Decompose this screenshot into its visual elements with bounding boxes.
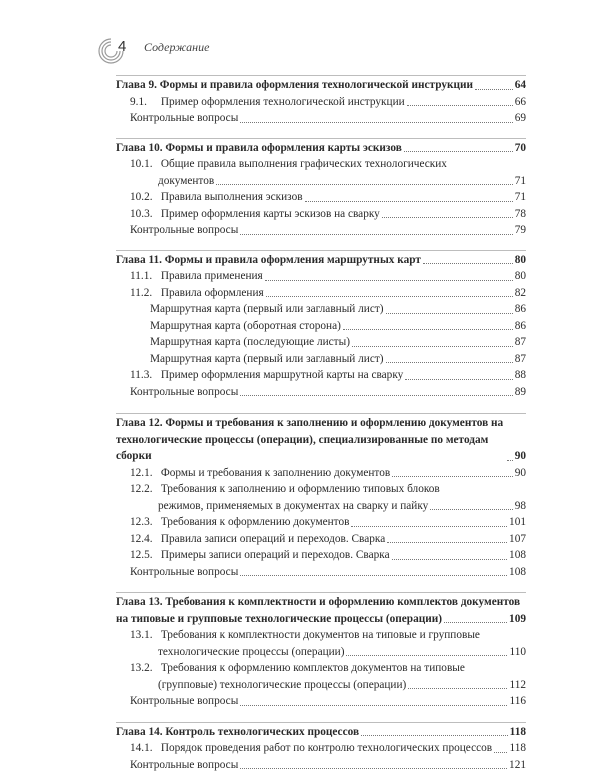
page-ref: 108 — [509, 547, 526, 564]
toc-chapter — [116, 75, 526, 127]
page-ref: 80 — [515, 252, 526, 269]
page-ref: 69 — [515, 110, 526, 127]
toc-item — [116, 547, 526, 564]
toc-subitem-text: Маршрутная карта (первый или заглавный лист) — [150, 351, 384, 368]
toc-subitem-text: Маршрутная карта (оборотная сторона) — [150, 318, 341, 335]
toc-item-text: 11.1. Правила применения — [130, 268, 263, 285]
page-ref: 101 — [509, 514, 526, 531]
toc-subitem-text: Контрольные вопросы — [130, 384, 238, 401]
dot-leader — [382, 217, 513, 218]
dot-leader — [475, 89, 513, 90]
item-number: 10.3. — [130, 206, 158, 223]
page-ref: 121 — [509, 757, 526, 773]
toc-chapter — [116, 722, 526, 773]
item-number: 11.2. — [130, 285, 158, 302]
chapter-title — [116, 415, 526, 432]
toc-subitem-text: Контрольные вопросы — [130, 564, 238, 581]
dot-leader — [343, 329, 513, 330]
page-ref: 118 — [509, 740, 526, 757]
toc-subitem — [116, 318, 526, 335]
item-number: 14.1. — [130, 740, 158, 757]
toc-chapter — [116, 413, 526, 580]
chapter-title-text: Глава 11. Формы и правила оформления маршрутных карт — [116, 252, 421, 269]
page-ref: 79 — [515, 222, 526, 239]
toc-item-text: 13.1. Требования к комплектности документов на типовые и групповые — [130, 627, 480, 644]
dot-leader — [386, 313, 513, 314]
dot-leader — [266, 296, 513, 297]
item-number: 12.4. — [130, 531, 158, 548]
chapter-title — [116, 140, 526, 157]
toc-subitem-text: Маршрутная карта (первый или заглавный лист) — [150, 301, 384, 318]
dot-leader — [346, 655, 507, 656]
page-ref: 70 — [515, 140, 526, 157]
item-number: 12.3. — [130, 514, 158, 531]
toc-subitem — [116, 564, 526, 581]
toc-item-text: 12.3. Требования к оформлению документов — [130, 514, 349, 531]
toc-item-text: 10.2. Правила выполнения эскизов — [130, 189, 303, 206]
dot-leader — [392, 476, 513, 477]
page-ref: 87 — [515, 334, 526, 351]
toc-item — [116, 367, 526, 384]
toc-item-text: 12.4. Правила записи операций и переходов. Сварка — [130, 531, 385, 548]
item-number: 10.2. — [130, 189, 158, 206]
chapter-title-text: Глава 12. Формы и требования к заполнению и оформлению документов на — [116, 415, 503, 432]
dot-leader — [351, 526, 507, 527]
toc-item-text: 11.3. Пример оформления маршрутной карты на сварку — [130, 367, 403, 384]
chapter-title — [116, 432, 526, 465]
dot-leader — [423, 263, 513, 264]
item-number: 10.1. — [130, 156, 158, 173]
page-ref: 90 — [515, 465, 526, 482]
page-ref: 112 — [509, 677, 526, 694]
toc-item — [116, 481, 526, 498]
toc-item — [116, 498, 526, 515]
dot-leader — [407, 105, 513, 106]
toc-subitem — [116, 334, 526, 351]
chapter-title — [116, 611, 526, 628]
toc-subitem — [116, 301, 526, 318]
item-number: 12.2. — [130, 481, 158, 498]
dot-leader — [240, 395, 512, 396]
page-ref: 78 — [515, 206, 526, 223]
toc-item-text: 10.1. Общие правила выполнения графических технологических — [130, 156, 447, 173]
toc-item-text: режимов, применяемых в документах на сварку и пайку — [130, 498, 428, 515]
dot-leader — [392, 559, 507, 560]
page-number: 4 — [118, 38, 126, 55]
item-number: 13.2. — [130, 660, 158, 677]
toc-item-text: 12.1. Формы и требования к заполнению документов — [130, 465, 390, 482]
page-ref: 66 — [515, 94, 526, 111]
toc-subitem-text: Контрольные вопросы — [130, 222, 238, 239]
toc-item-text: технологические процессы (операции) — [130, 644, 344, 661]
dot-leader — [265, 280, 513, 281]
toc-item-text: 13.2. Требования к оформлению комплектов документов на типовые — [130, 660, 465, 677]
toc-item-text: 14.1. Порядок проведения работ по контролю технологических процессов — [130, 740, 492, 757]
toc-item-text: 11.2. Правила оформления — [130, 285, 264, 302]
toc-subitem-text: Контрольные вопросы — [130, 110, 238, 127]
page-ref: 116 — [509, 693, 526, 710]
toc-item — [116, 156, 526, 173]
toc-item-text: 12.2. Требования к заполнению и оформлению типовых блоков — [130, 481, 440, 498]
toc-subitem — [116, 757, 526, 773]
toc-subitem — [116, 384, 526, 401]
dot-leader — [405, 379, 512, 380]
dot-leader — [430, 509, 512, 510]
toc-item — [116, 189, 526, 206]
item-number: 9.1. — [130, 94, 158, 111]
chapter-title-text: технологические процессы (операции), специализированные по методам сборки — [116, 432, 505, 465]
chapter-title — [116, 724, 526, 741]
toc-subitem — [116, 110, 526, 127]
item-number: 11.3. — [130, 367, 158, 384]
chapter-title — [116, 252, 526, 269]
page-ref: 98 — [515, 498, 526, 515]
section-title: Содержание — [144, 40, 209, 55]
item-number: 12.1. — [130, 465, 158, 482]
chapter-title-text: Глава 9. Формы и правила оформления технологической инструкции — [116, 77, 473, 94]
dot-leader — [240, 234, 512, 235]
toc-item-text: 9.1. Пример оформления технологической инструкции — [130, 94, 405, 111]
page-ref: 107 — [509, 531, 526, 548]
page-ref: 90 — [515, 448, 526, 465]
page-ref: 89 — [515, 384, 526, 401]
page-ref: 110 — [509, 644, 526, 661]
toc-chapter — [116, 138, 526, 239]
chapter-title-text: Глава 10. Формы и правила оформления карты эскизов — [116, 140, 402, 157]
chapter-title-text: Глава 13. Требования к комплектности и оформлению комплектов документов — [116, 594, 520, 611]
page-ref: 108 — [509, 564, 526, 581]
chapter-title — [116, 77, 526, 94]
dot-leader — [444, 622, 507, 623]
page-ref: 86 — [515, 318, 526, 335]
toc-item — [116, 268, 526, 285]
dot-leader — [240, 122, 512, 123]
toc-item — [116, 660, 526, 677]
toc-item — [116, 206, 526, 223]
page-ref: 82 — [515, 285, 526, 302]
toc-item-text: 10.3. Пример оформления карты эскизов на сварку — [130, 206, 380, 223]
dot-leader — [361, 735, 508, 736]
table-of-contents — [116, 75, 526, 773]
toc-item-text: (групповые) технологические процессы (операции) — [130, 677, 406, 694]
toc-subitem-text: Маршрутная карта (последующие листы) — [150, 334, 350, 351]
toc-item — [116, 94, 526, 111]
toc-item — [116, 531, 526, 548]
toc-item — [116, 740, 526, 757]
page-ref: 88 — [515, 367, 526, 384]
page-ref: 87 — [515, 351, 526, 368]
page-ref: 86 — [515, 301, 526, 318]
toc-subitem-text: Контрольные вопросы — [130, 757, 238, 773]
chapter-title-text: на типовые и групповые технологические процессы (операции) — [116, 611, 442, 628]
dot-leader — [240, 768, 507, 769]
toc-item — [116, 514, 526, 531]
toc-item — [116, 173, 526, 190]
chapter-title-text: Глава 14. Контроль технологических процессов — [116, 724, 359, 741]
page-header — [96, 36, 536, 66]
toc-item — [116, 465, 526, 482]
toc-item-text: документов — [130, 173, 214, 190]
chapter-title — [116, 594, 526, 611]
page-ref: 118 — [510, 724, 526, 741]
toc-chapter — [116, 592, 526, 710]
dot-leader — [386, 362, 513, 363]
toc-subitem — [116, 222, 526, 239]
dot-leader — [240, 705, 507, 706]
page-ref: 64 — [515, 77, 526, 94]
toc-chapter — [116, 250, 526, 401]
dot-leader — [507, 460, 513, 461]
dot-leader — [404, 151, 513, 152]
dot-leader — [352, 346, 513, 347]
page-ref: 71 — [515, 189, 526, 206]
toc-item-text: 12.5. Примеры записи операций и переходов. Сварка — [130, 547, 390, 564]
item-number: 11.1. — [130, 268, 158, 285]
dot-leader — [408, 688, 507, 689]
item-number: 12.5. — [130, 547, 158, 564]
page-ref: 80 — [515, 268, 526, 285]
dot-leader — [387, 542, 507, 543]
item-number: 13.1. — [130, 627, 158, 644]
dot-leader — [216, 184, 513, 185]
toc-item — [116, 644, 526, 661]
toc-subitem-text: Контрольные вопросы — [130, 693, 238, 710]
dot-leader — [240, 575, 507, 576]
page-ref: 71 — [515, 173, 526, 190]
dot-leader — [494, 752, 507, 753]
toc-item — [116, 285, 526, 302]
dot-leader — [305, 201, 513, 202]
toc-subitem — [116, 693, 526, 710]
toc-item — [116, 677, 526, 694]
toc-item — [116, 627, 526, 644]
page-ref: 109 — [509, 611, 526, 628]
toc-subitem — [116, 351, 526, 368]
